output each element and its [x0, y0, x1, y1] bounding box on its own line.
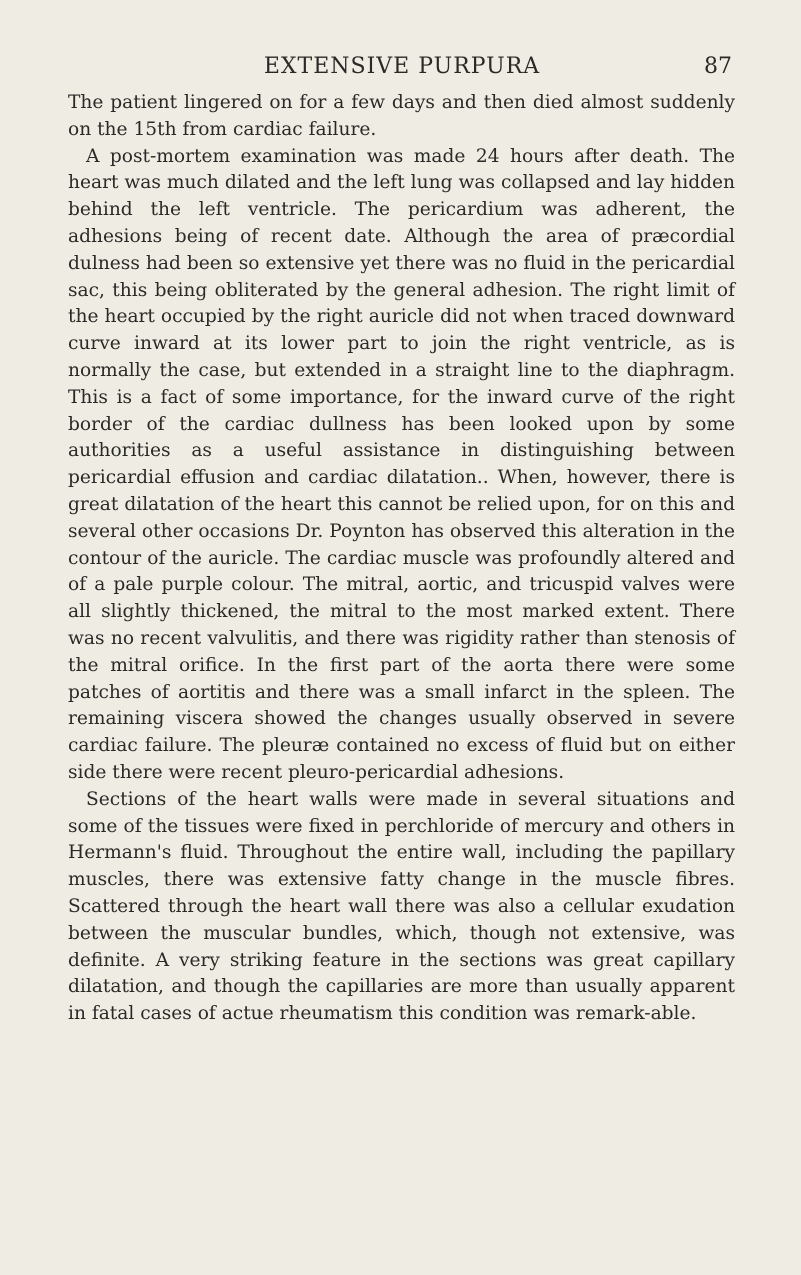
paragraph-2: A post-mortem examination was made 24 hours after death. The heart was much dilated and the left lung was collapsed and lay hidden behind the left ventricle. The pericardium was adherent, the adhesions being of recent date. Although the area of præcordial dulness had been so extensive yet there was no fluid in the pericardial sac, this being obliterated by the general adhesion. The right limit of the heart occupied by the right auricle did not when traced downward curve inward at its lower part to join the right ventricle, as is normally the case, but extended in a straight line to the diaphragm. This is a fact of some importance, for the inward curve of the right border of the cardiac dullness has been looked upon by some authorities as a useful assistance in distinguishing between pericardial effusion and cardiac dilatation.. When, however, there is great dilatation of the heart this cannot be relied upon, for on this and several other occasions Dr. Poynton has observed this alteration in the contour of the auricle. The cardiac muscle was profoundly altered and of a pale purple colour. The mitral, aortic, and tricuspid valves were all slightly thickened, the mitral to the most marked extent. There was no recent valvulitis, and there was rigidity rather than stenosis of the mitral orifice. In the first part of the aorta there were some patches of aortitis and there was a small infarct in the spleen. The remaining viscera showed the changes usually observed in severe cardiac failure. The pleuræ contained no excess of fluid but on either side there were recent pleuro-pericardial adhesions.	[68, 145, 735, 783]
running-title: EXTENSIVE PURPURA	[263, 54, 541, 79]
paragraph-3: Sections of the heart walls were made in several situations and some of the tissues were fixed in perchloride of mercury and others in Hermann's fluid. Throughout the entire wall, including the papillary muscles, there was extensive fatty change in the muscle fibres. Scattered through the heart wall there was also a cellular exudation between the muscular bundles, which, though not extensive, was definite. A very striking feature in the sections was great capillary dilatation, and though the capillaries are more than usually apparent in fatal cases of actue rheumatism this condition was remark-able.	[68, 788, 735, 1025]
running-head	[72, 52, 732, 82]
body-text	[68, 90, 735, 1028]
page-number: 87	[704, 54, 732, 79]
paragraph-1: The patient lingered on for a few days and then died almost suddenly on the 15th from cardiac failure.	[68, 92, 735, 140]
